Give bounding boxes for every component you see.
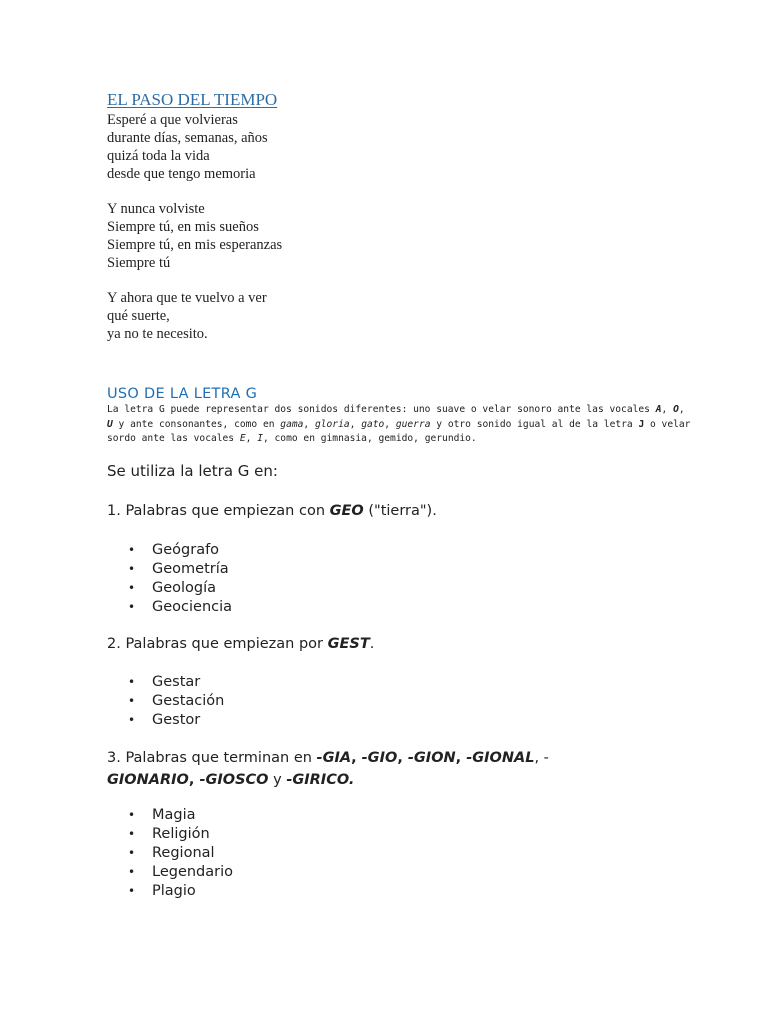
heading-text: y — [268, 772, 287, 788]
poem-stanza — [107, 111, 282, 183]
intro-line — [107, 418, 691, 433]
list-item: • Regional — [107, 844, 233, 863]
example-word: gloria — [314, 418, 350, 430]
heading-term: -GIA — [316, 750, 352, 766]
poem-stanza — [107, 200, 282, 272]
poem-line: quizá toda la vida — [107, 148, 210, 164]
intro-text: , — [245, 433, 258, 444]
list-item: • Geología — [107, 579, 232, 598]
intro-text: , — [678, 404, 685, 415]
heading-text: 3. Palabras que terminan en — [107, 750, 317, 766]
list-item: • Geometría — [107, 560, 232, 579]
intro-text: , como en gimnasia, gemido, gerundio. — [262, 433, 477, 444]
list-item: • Plagio — [107, 882, 233, 901]
heading-text: 1. Palabras que empiezan con — [107, 503, 330, 519]
example-word: guerra — [395, 418, 431, 430]
list-item: • Religión — [107, 825, 233, 844]
vowel-e: E — [239, 433, 246, 444]
vowel-a: A — [655, 404, 662, 415]
heading-term: GEO — [329, 503, 364, 519]
heading-term: -GIOSCO — [199, 772, 269, 788]
intro-text: , — [661, 404, 674, 415]
word-list-geo — [107, 541, 232, 617]
heading-text: ("tierra"). — [363, 503, 437, 519]
poem-line: Siempre tú, en mis esperanzas — [107, 237, 283, 253]
heading-term: -GION — [407, 750, 456, 766]
poem-title: EL PASO DEL TIEMPO — [107, 90, 278, 109]
intro-text: o velar — [644, 418, 691, 430]
heading-text: , — [397, 750, 408, 766]
poem-line: Siempre tú — [107, 255, 171, 271]
poem-line: Esperé a que volvieras — [107, 112, 238, 128]
letra-g-intro — [107, 403, 691, 447]
poem-line: durante días, semanas, años — [107, 130, 268, 146]
list-item: • Geógrafo — [107, 541, 232, 560]
heading-term: -GIO — [361, 750, 398, 766]
intro-text: , — [303, 418, 315, 430]
vowel-u: U — [107, 418, 113, 430]
poem-line: Siempre tú, en mis sueños — [107, 219, 259, 235]
poem-line: desde que tengo memoria — [107, 166, 256, 182]
example-word: gato — [361, 418, 385, 430]
list-item: • Gestación — [107, 692, 224, 711]
heading-term: GIONARIO — [107, 772, 189, 788]
heading-term: GEST — [327, 636, 370, 652]
heading-text: , — [455, 750, 467, 766]
heading-line — [107, 769, 549, 791]
letter-j: J — [638, 418, 645, 430]
heading-text: 2. Palabras que empiezan por — [107, 636, 328, 652]
poem-line: qué suerte, — [107, 308, 170, 324]
section-title-letra-g: USO DE LA LETRA G — [107, 386, 258, 402]
intro-text: y ante consonantes, como en — [112, 418, 281, 430]
intro-line — [107, 403, 685, 418]
list-item: • Legendario — [107, 863, 233, 882]
heading-text: , - — [534, 750, 549, 766]
example-word: gama — [280, 418, 304, 430]
heading-text: , — [188, 772, 200, 788]
intro-text: , — [384, 418, 396, 430]
list-item: • Geociencia — [107, 598, 232, 617]
poem-line: Y nunca volviste — [107, 201, 205, 217]
word-list-gest — [107, 673, 224, 730]
poem-stanza — [107, 289, 282, 343]
heading-text: , — [351, 750, 362, 766]
section-heading-gest — [107, 636, 374, 652]
heading-term: -GIRICO. — [286, 772, 355, 788]
list-item: • Gestar — [107, 673, 224, 692]
list-item: • Gestor — [107, 711, 224, 730]
section-heading-terminaciones — [107, 747, 549, 791]
heading-line — [107, 747, 549, 769]
intro-text: sordo ante las vocales — [107, 433, 240, 444]
intro-text: , — [349, 418, 362, 430]
section-heading-geo — [107, 503, 437, 519]
heading-term: -GIONAL — [466, 750, 535, 766]
list-item: • Magia — [107, 806, 233, 825]
poem-line: ya no te necesito. — [107, 326, 208, 342]
intro-line — [107, 432, 667, 447]
heading-text: . — [369, 636, 375, 652]
word-list-terminaciones — [107, 806, 233, 901]
intro-text: y otro sonido igual al de la letra — [430, 418, 639, 430]
lead-text: Se utiliza la letra G en: — [107, 462, 278, 480]
intro-text: La letra G puede representar dos sonidos diferentes: uno suave o velar sonoro ante las vocales — [107, 404, 656, 415]
vowel-o: O — [673, 404, 679, 415]
vowel-i: I — [257, 433, 263, 444]
poem-body — [107, 111, 282, 360]
poem-line: Y ahora que te vuelvo a ver — [107, 290, 267, 306]
